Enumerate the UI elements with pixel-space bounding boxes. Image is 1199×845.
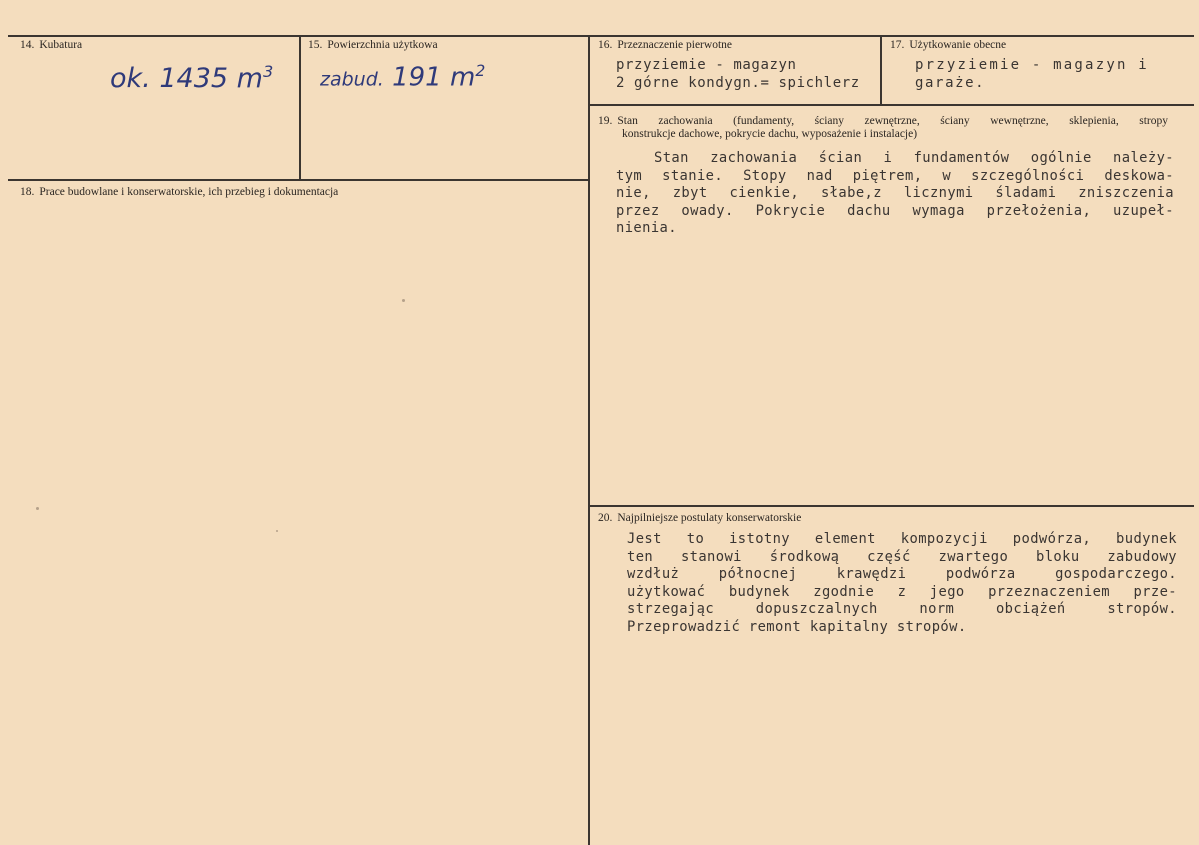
field-19-line-2: tym stanie. Stopy nad piętrem, w szczególności deskowa- bbox=[616, 167, 1174, 184]
field-18-label: 18. Prace budowlane i konserwatorskie, ich przebieg i dokumentacja bbox=[20, 186, 339, 198]
field-17-line-2: garaże. bbox=[915, 75, 986, 91]
divider-f16-f17 bbox=[880, 35, 882, 106]
field-16-label: 16. Przeznaczenie pierwotne bbox=[598, 39, 732, 51]
field-19-label-line-2: konstrukcje dachowe, pokrycie dachu, wyposażenie i instalacje) bbox=[622, 128, 918, 140]
field-19-label bbox=[598, 115, 1168, 141]
field-20-text bbox=[627, 531, 1177, 637]
field-20-line-4: użytkować budynek zgodnie z jego przeznaczeniem prze- bbox=[627, 583, 1177, 600]
field-19-line-4: przez owady. Pokrycie dachu wymaga przełożenia, uzupeł- bbox=[616, 202, 1174, 219]
field-19-line-1: Stan zachowania ścian i fundamentów ogólnie należy- bbox=[654, 150, 1174, 166]
field-19-line-5: nienia. bbox=[616, 220, 677, 237]
field-20-line-1: Jest to istotny element kompozycji podwórza, budynek bbox=[627, 531, 1177, 547]
paper-speck bbox=[402, 299, 405, 302]
field-19-label-line-1: 19. Stan zachowania (fundamenty, ściany zewnętrzne, ściany wewnętrzne, sklepienia, stropy bbox=[598, 115, 1168, 127]
field-14-label: 14. Kubatura bbox=[20, 39, 83, 51]
field-19-line-3: nie, zbyt cienkie, słabe,z licznymi śladami zniszczenia bbox=[616, 185, 1174, 202]
field-17-line-1: przyziemie - magazyn i bbox=[915, 57, 1149, 73]
field-20-line-3: wzdłuż północnej krawędzi podwórza gospodarczego. bbox=[627, 566, 1177, 583]
field-20-label: 20. Najpilniejsze postulaty konserwatorskie bbox=[598, 512, 802, 524]
field-19-text bbox=[616, 150, 1174, 238]
field-16-line-1: przyziemie - magazyn bbox=[616, 57, 797, 73]
field-20-line-2: ten stanowi środkową część zwartego bloku zabudowy bbox=[627, 548, 1177, 565]
divider-row1 bbox=[8, 179, 588, 181]
paper-speck bbox=[276, 530, 278, 532]
field-20-line-6: Przeprowadzić remont kapitalny stropów. bbox=[627, 618, 967, 635]
field-15-handwritten-value: zabud. 191 $m^2$ bbox=[320, 62, 486, 93]
divider-f14-f15 bbox=[299, 35, 301, 181]
divider-f19-f20 bbox=[588, 505, 1194, 507]
field-20-line-5: strzegając dopuszczalnych norm obciążeń stropów. bbox=[627, 601, 1177, 618]
paper-speck bbox=[36, 507, 39, 510]
field-15-label: 15. Powierzchnia użytkowa bbox=[308, 39, 438, 51]
top-border-line bbox=[8, 35, 1194, 37]
field-14-handwritten-value: ok. 1435 $m^3$ bbox=[110, 62, 274, 94]
divider-f16-f19 bbox=[588, 104, 1194, 106]
field-16-line-2: 2 górne kondygn.= spichlerz bbox=[616, 75, 860, 91]
divider-main-column bbox=[588, 35, 590, 845]
field-17-label: 17. Użytkowanie obecne bbox=[890, 39, 1007, 51]
